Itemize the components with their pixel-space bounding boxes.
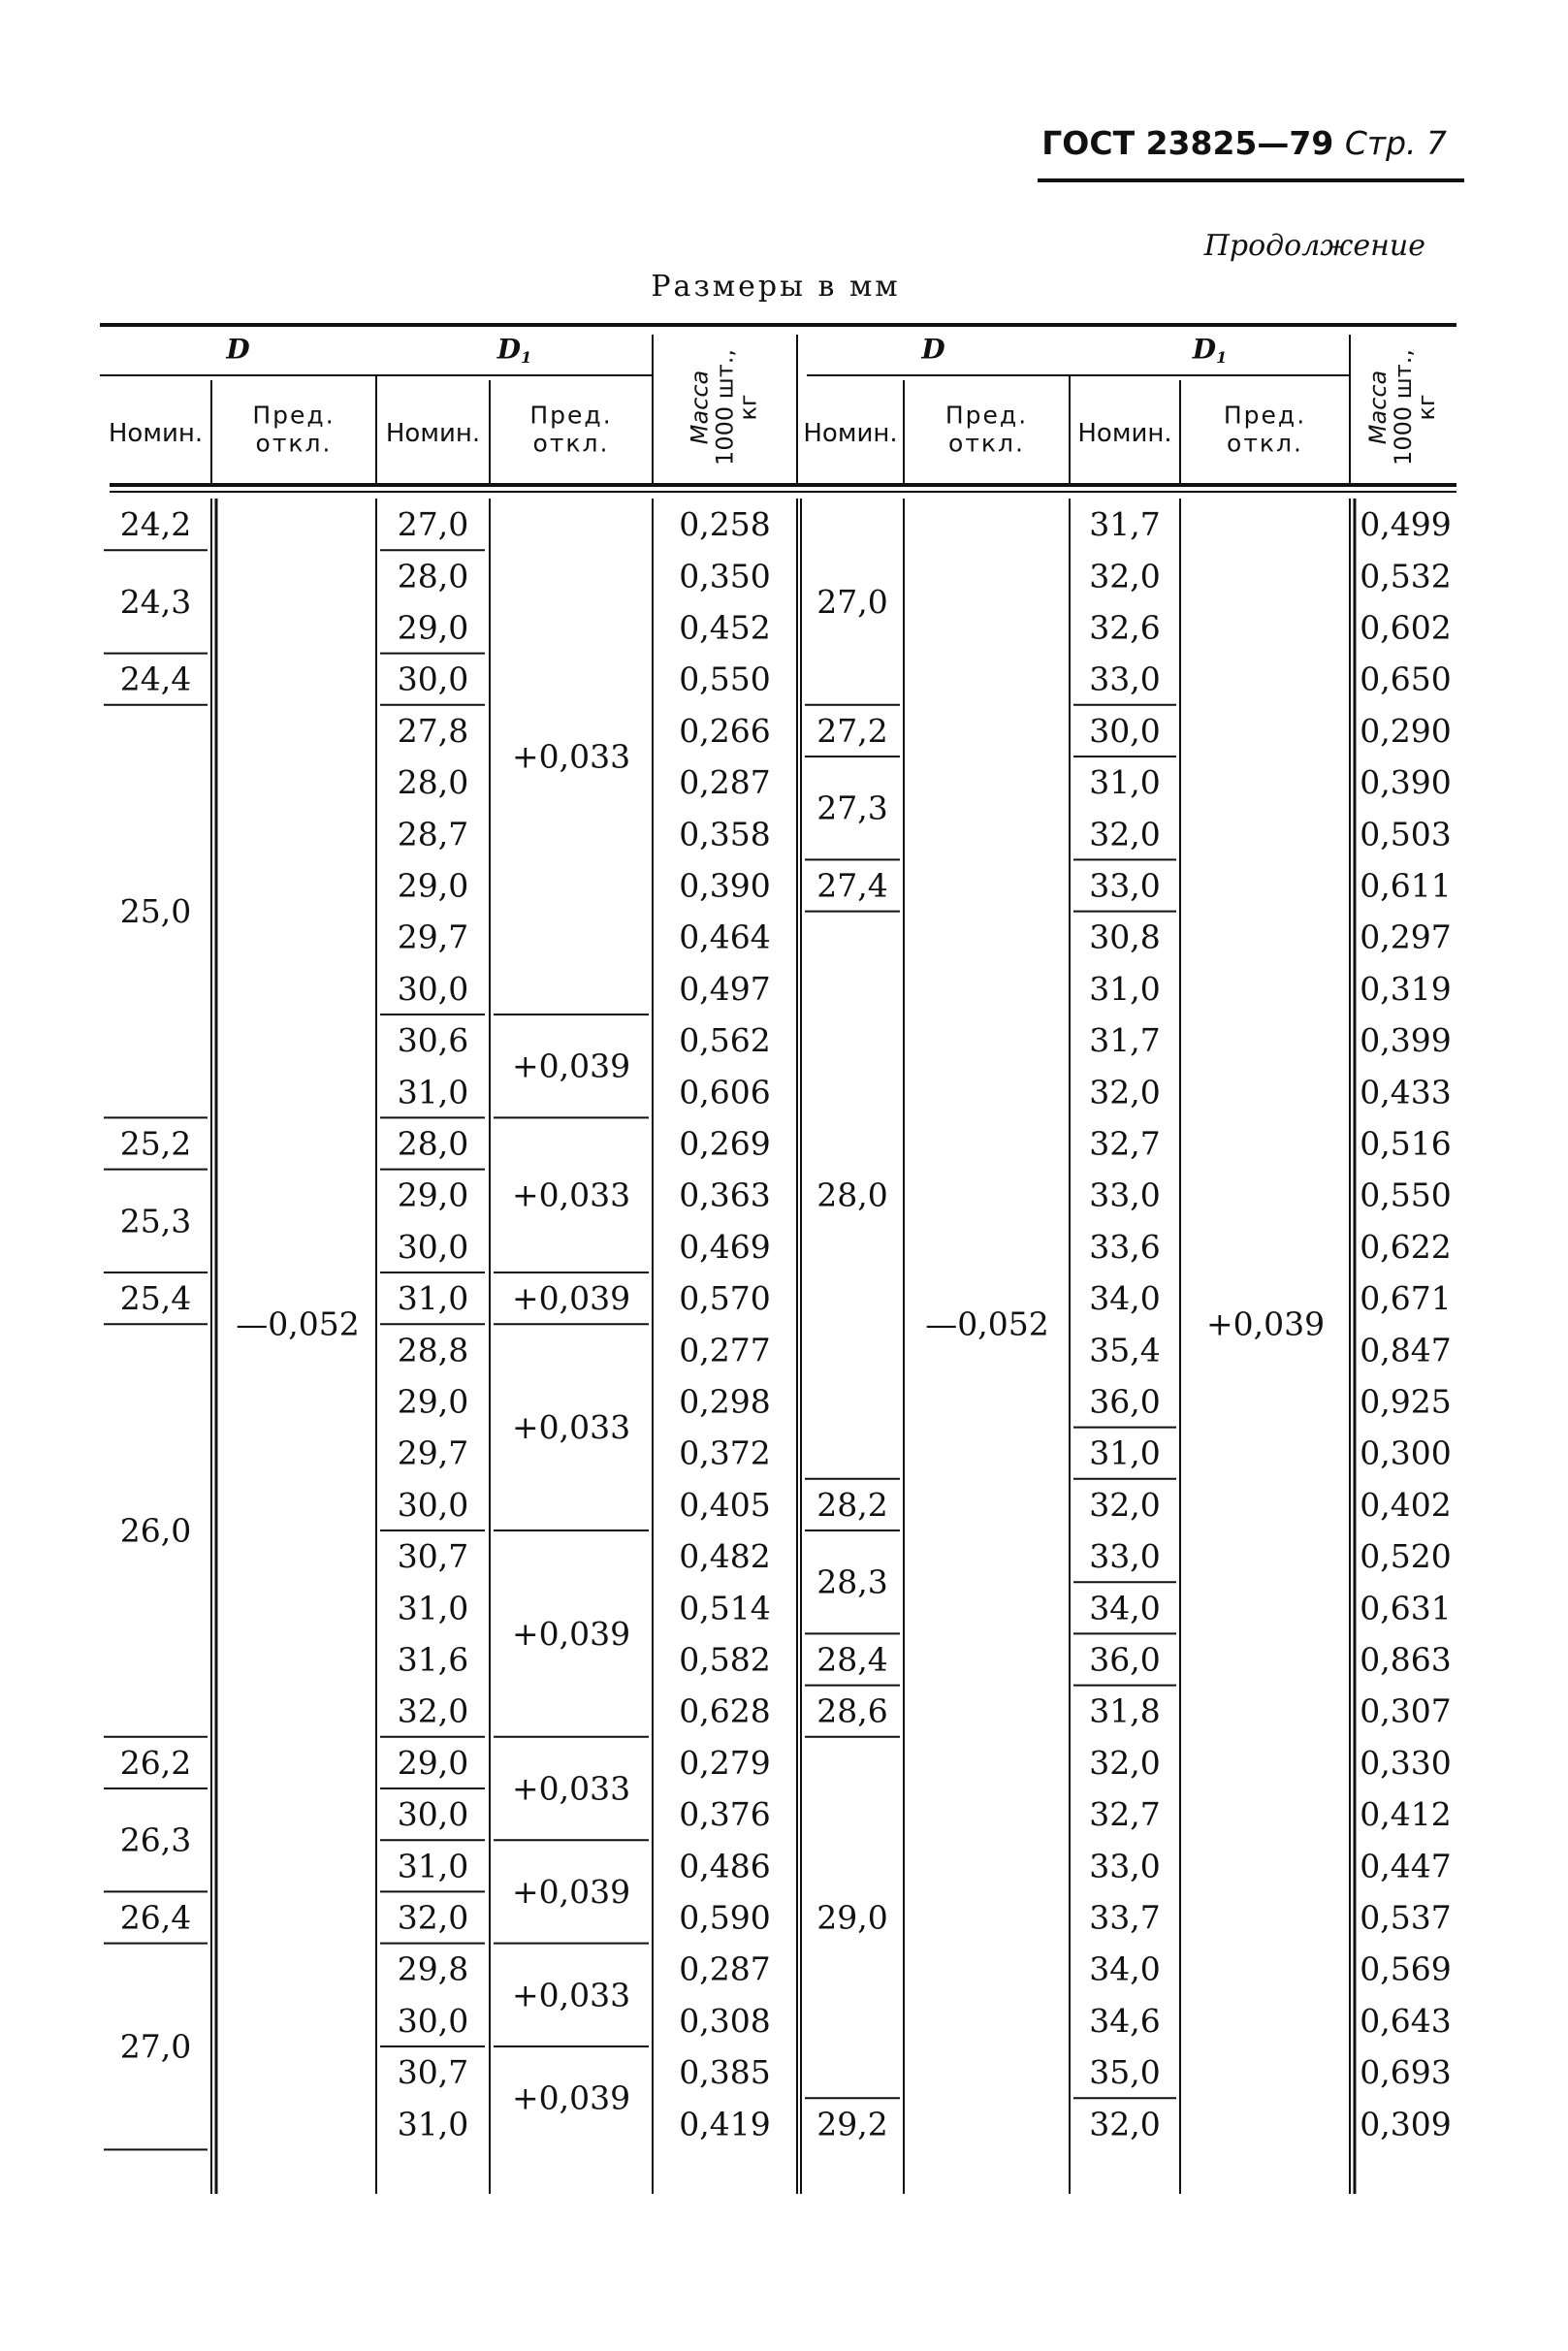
- page-number: Стр. 7: [1344, 124, 1447, 162]
- left-group-d1-subscript: 1: [521, 347, 532, 367]
- right-mass-header: [1364, 349, 1440, 466]
- left-d-nominal-cell: 26,0: [119, 1511, 192, 1550]
- left-d1-nominal-cell: 29,7: [397, 1433, 469, 1472]
- left-d1-nominal-cell: 30,7: [397, 2053, 469, 2092]
- right-d-nominal-cell: 28,4: [816, 1640, 888, 1679]
- right-d1-nominal-cell: 31,7: [1089, 1021, 1161, 1060]
- left-mass-cell: 0,277: [679, 1331, 771, 1369]
- left-d1-deviation-header-line2: откл.: [532, 429, 610, 458]
- left-mass-cell: 0,570: [679, 1279, 771, 1318]
- right-d1-nominal-cell: 33,7: [1089, 1898, 1161, 1937]
- right-d1-nominal-cell: 34,0: [1089, 1589, 1161, 1627]
- right-group-d1-subscript: 1: [1216, 347, 1228, 367]
- left-d1-nominal-cell: 27,8: [397, 711, 469, 750]
- left-d1-nominal-cell: 31,0: [397, 1589, 469, 1627]
- right-d-nominal-cell: 27,4: [816, 866, 888, 905]
- right-d1-nominal-cell: 32,0: [1089, 1073, 1161, 1111]
- left-d-deviation-header-line2: откл.: [255, 429, 333, 458]
- left-d1-nominal-cell: 30,0: [397, 1485, 469, 1524]
- left-d1-deviation-cell: +0,039: [511, 1279, 631, 1318]
- right-d1-deviation-cell: +0,039: [1205, 1304, 1326, 1343]
- left-d-nominal-cell: 24,3: [119, 582, 192, 621]
- left-mass-cell: 0,372: [679, 1433, 771, 1472]
- left-mass-header-line3: кг: [734, 394, 762, 421]
- left-mass-cell: 0,287: [679, 763, 771, 802]
- right-d-nominal-cell: 27,3: [816, 789, 888, 827]
- left-d1-nominal-cell: 30,0: [397, 2001, 469, 2040]
- left-d-nominal-cell: 25,4: [119, 1279, 192, 1318]
- right-mass-cell: 0,330: [1360, 1743, 1452, 1782]
- left-d1-nominal-cell: 29,0: [397, 866, 469, 905]
- left-d1-nominal-cell: 31,0: [397, 1279, 469, 1318]
- right-mass-header-line1: Масса: [1364, 370, 1392, 445]
- right-d1-nominal-cell: 31,0: [1089, 763, 1161, 802]
- units-caption: Размеры в мм: [651, 270, 901, 304]
- left-mass-cell: 0,419: [679, 2105, 771, 2143]
- right-mass-cell: 0,309: [1360, 2105, 1452, 2143]
- left-mass-cell: 0,287: [679, 1949, 771, 1988]
- right-mass-cell: 0,622: [1360, 1227, 1452, 1266]
- left-d1-nominal-cell: 29,7: [397, 918, 469, 956]
- left-d-deviation-cell: —0,052: [236, 1304, 360, 1343]
- right-d-nominal-cell: 28,0: [816, 1176, 888, 1214]
- left-d-nominal-cell: 25,2: [119, 1124, 192, 1163]
- right-mass-cell: 0,537: [1360, 1898, 1452, 1937]
- left-d1-deviation-cell: +0,033: [511, 737, 631, 776]
- left-d1-nominal-cell: 29,0: [397, 608, 469, 647]
- right-d-nominal-cell: 27,0: [816, 582, 888, 621]
- right-d1-nominal-cell: 31,0: [1089, 1433, 1161, 1472]
- left-mass-cell: 0,376: [679, 1795, 771, 1834]
- left-mass-header: [687, 349, 762, 466]
- left-mass-cell: 0,390: [679, 866, 771, 905]
- right-d1-nominal-cell: 36,0: [1089, 1640, 1161, 1679]
- left-d1-nominal-cell: 31,0: [397, 2105, 469, 2143]
- right-mass-cell: 0,433: [1360, 1073, 1452, 1111]
- right-d1-nominal-cell: 34,0: [1089, 1279, 1161, 1318]
- right-d1-nominal-cell: 31,0: [1089, 969, 1161, 1008]
- document-id: ГОСТ 23825—79: [1041, 124, 1334, 162]
- right-d1-nominal-cell: 33,6: [1089, 1227, 1161, 1266]
- left-d1-deviation-cell: +0,033: [511, 1176, 631, 1214]
- left-d-nominal-cell: 25,0: [119, 892, 192, 931]
- right-mass-cell: 0,643: [1360, 2001, 1452, 2040]
- right-d1-nominal-cell: 34,0: [1089, 1949, 1161, 1988]
- right-d-nominal-cell: 29,0: [816, 1898, 888, 1937]
- right-d-deviation-header-line1: Пред.: [944, 401, 1029, 430]
- left-mass-cell: 0,358: [679, 815, 771, 853]
- continuation-label: Продолжение: [1203, 229, 1425, 263]
- left-d1-nominal-cell: 32,0: [397, 1691, 469, 1730]
- left-mass-header-line1: Масса: [686, 370, 714, 445]
- left-d1-nominal-cell: 30,6: [397, 1021, 469, 1060]
- left-mass-cell: 0,562: [679, 1021, 771, 1060]
- left-mass-cell: 0,486: [679, 1847, 771, 1885]
- right-d1-nominal-cell: 34,6: [1089, 2001, 1161, 2040]
- right-mass-cell: 0,847: [1360, 1331, 1452, 1369]
- right-mass-cell: 0,402: [1360, 1485, 1452, 1524]
- right-d1-nominal-cell: 33,0: [1089, 660, 1161, 698]
- right-d1-nominal-cell: 33,0: [1089, 1537, 1161, 1576]
- left-d1-nominal-cell: 29,0: [397, 1176, 469, 1214]
- left-d1-nominal-cell: 30,0: [397, 1227, 469, 1266]
- left-d1-deviation-cell: +0,033: [511, 1976, 631, 2014]
- right-d-nominal-cell: 28,3: [816, 1562, 888, 1601]
- left-d1-nominal-cell: 29,8: [397, 1949, 469, 1988]
- left-mass-cell: 0,385: [679, 2053, 771, 2092]
- right-d-nominal-header: Номин.: [803, 419, 898, 448]
- right-d1-nominal-cell: 32,6: [1089, 608, 1161, 647]
- left-d1-nominal-cell: 30,0: [397, 1795, 469, 1834]
- left-mass-cell: 0,350: [679, 557, 771, 596]
- left-d1-nominal-cell: 28,8: [397, 1331, 469, 1369]
- right-mass-cell: 0,550: [1360, 1176, 1452, 1214]
- right-mass-cell: 0,412: [1360, 1795, 1452, 1834]
- right-d1-nominal-cell: 33,0: [1089, 1176, 1161, 1214]
- right-mass-cell: 0,693: [1360, 2053, 1452, 2092]
- left-mass-cell: 0,550: [679, 660, 771, 698]
- left-mass-cell: 0,363: [679, 1176, 771, 1214]
- right-mass-cell: 0,390: [1360, 763, 1452, 802]
- left-mass-cell: 0,298: [679, 1382, 771, 1421]
- right-d1-nominal-cell: 32,7: [1089, 1795, 1161, 1834]
- left-mass-cell: 0,606: [679, 1073, 771, 1111]
- left-mass-cell: 0,452: [679, 608, 771, 647]
- left-group-d1-label: $D_1$: [496, 333, 532, 367]
- right-d1-nominal-cell: 30,8: [1089, 918, 1161, 956]
- right-d1-nominal-cell: 32,7: [1089, 1124, 1161, 1163]
- left-d-deviation-header-line1: Пред.: [252, 401, 336, 430]
- left-d1-nominal-cell: 28,0: [397, 763, 469, 802]
- left-d1-nominal-cell: 29,0: [397, 1382, 469, 1421]
- right-group-d-label: D: [921, 333, 945, 366]
- left-mass-cell: 0,628: [679, 1691, 771, 1730]
- right-d1-nominal-cell: 31,8: [1089, 1691, 1161, 1730]
- right-mass-cell: 0,297: [1360, 918, 1452, 956]
- right-mass-cell: 0,532: [1360, 557, 1452, 596]
- right-mass-cell: 0,863: [1360, 1640, 1452, 1679]
- right-d1-deviation-header-line1: Пред.: [1223, 401, 1307, 430]
- left-d1-nominal-cell: 28,0: [397, 1124, 469, 1163]
- right-mass-cell: 0,925: [1360, 1382, 1452, 1421]
- left-d1-nominal-cell: 29,0: [397, 1743, 469, 1782]
- right-d1-nominal-cell: 33,0: [1089, 1847, 1161, 1885]
- right-d1-nominal-cell: 35,0: [1089, 2053, 1161, 2092]
- right-d-nominal-cell: 28,6: [816, 1691, 888, 1730]
- left-d1-deviation-cell: +0,033: [511, 1769, 631, 1808]
- left-d1-nominal-cell: 27,0: [397, 505, 469, 544]
- right-d1-nominal-cell: 35,4: [1089, 1331, 1161, 1369]
- left-mass-cell: 0,464: [679, 918, 771, 956]
- left-d1-nominal-cell: 30,7: [397, 1537, 469, 1576]
- right-mass-cell: 0,499: [1360, 505, 1452, 544]
- right-mass-cell: 0,602: [1360, 608, 1452, 647]
- right-d-nominal-cell: 29,2: [816, 2105, 888, 2143]
- right-mass-cell: 0,399: [1360, 1021, 1452, 1060]
- left-group-d-label: D: [226, 333, 250, 366]
- left-d-nominal-cell: 26,2: [119, 1743, 192, 1782]
- right-d1-nominal-cell: 32,0: [1089, 557, 1161, 596]
- left-mass-cell: 0,279: [679, 1743, 771, 1782]
- right-d1-deviation-header-line2: откл.: [1227, 429, 1303, 458]
- right-mass-cell: 0,671: [1360, 1279, 1452, 1318]
- left-d1-deviation-cell: +0,033: [511, 1408, 631, 1447]
- left-d1-deviation-header-line1: Пред.: [529, 401, 613, 430]
- left-mass-cell: 0,269: [679, 1124, 771, 1163]
- left-mass-cell: 0,308: [679, 2001, 771, 2040]
- left-mass-cell: 0,482: [679, 1537, 771, 1576]
- left-d1-deviation-cell: +0,039: [511, 2078, 631, 2117]
- right-mass-cell: 0,503: [1360, 815, 1452, 853]
- left-d1-nominal-cell: 31,6: [397, 1640, 469, 1679]
- right-mass-cell: 0,300: [1360, 1433, 1452, 1472]
- right-mass-cell: 0,611: [1360, 866, 1452, 905]
- right-mass-cell: 0,319: [1360, 969, 1452, 1008]
- left-d1-deviation-cell: +0,039: [511, 1614, 631, 1653]
- left-mass-cell: 0,405: [679, 1485, 771, 1524]
- right-d1-nominal-cell: 32,0: [1089, 815, 1161, 853]
- left-d1-nominal-cell: 28,0: [397, 557, 469, 596]
- left-d-nominal-cell: 26,3: [119, 1820, 192, 1859]
- left-d1-deviation-cell: +0,039: [511, 1047, 631, 1085]
- right-d1-nominal-cell: 30,0: [1089, 711, 1161, 750]
- left-d-nominal-cell: 24,4: [119, 660, 192, 698]
- right-d-deviation-cell: —0,052: [925, 1304, 1049, 1343]
- left-d1-nominal-cell: 30,0: [397, 660, 469, 698]
- right-mass-cell: 0,569: [1360, 1949, 1452, 1988]
- left-d-nominal-cell: 25,3: [119, 1202, 192, 1240]
- right-d-nominal-cell: 28,2: [816, 1485, 888, 1524]
- right-d-deviation-header-line2: откл.: [948, 429, 1025, 458]
- left-d-nominal-cell: 24,2: [119, 505, 192, 544]
- left-mass-cell: 0,582: [679, 1640, 771, 1679]
- right-mass-header-line3: кг: [1413, 394, 1440, 421]
- left-d1-nominal-cell: 28,7: [397, 815, 469, 853]
- right-mass-header-line2: 1000 шт.,: [1390, 349, 1417, 466]
- right-group-d1-label: $D_1$: [1192, 333, 1228, 367]
- left-mass-header-line2: 1000 шт.,: [711, 349, 739, 466]
- right-d1-nominal-cell: 31,7: [1089, 505, 1161, 544]
- left-d1-nominal-cell: 32,0: [397, 1898, 469, 1937]
- left-d1-nominal-cell: 30,0: [397, 969, 469, 1008]
- right-d1-nominal-cell: 32,0: [1089, 2105, 1161, 2143]
- right-d-nominal-cell: 27,2: [816, 711, 888, 750]
- right-mass-cell: 0,447: [1360, 1847, 1452, 1885]
- right-mass-cell: 0,307: [1360, 1691, 1452, 1730]
- left-mass-cell: 0,469: [679, 1227, 771, 1266]
- right-mass-cell: 0,631: [1360, 1589, 1452, 1627]
- left-mass-cell: 0,266: [679, 711, 771, 750]
- right-mass-cell: 0,290: [1360, 711, 1452, 750]
- left-d1-nominal-cell: 31,0: [397, 1073, 469, 1111]
- right-d1-nominal-header: Номин.: [1077, 419, 1172, 448]
- right-d1-nominal-cell: 32,0: [1089, 1743, 1161, 1782]
- left-mass-cell: 0,514: [679, 1589, 771, 1627]
- right-mass-cell: 0,516: [1360, 1124, 1452, 1163]
- left-mass-cell: 0,258: [679, 505, 771, 544]
- left-d-nominal-header: Номин.: [108, 419, 204, 448]
- left-d-nominal-cell: 26,4: [119, 1898, 192, 1937]
- right-mass-cell: 0,650: [1360, 660, 1452, 698]
- left-d1-deviation-cell: +0,039: [511, 1872, 631, 1911]
- right-mass-cell: 0,520: [1360, 1537, 1452, 1576]
- left-mass-cell: 0,497: [679, 969, 771, 1008]
- left-d1-nominal-header: Номин.: [385, 419, 481, 448]
- right-d1-nominal-cell: 33,0: [1089, 866, 1161, 905]
- left-mass-cell: 0,590: [679, 1898, 771, 1937]
- left-d1-nominal-cell: 31,0: [397, 1847, 469, 1885]
- left-d-nominal-cell: 27,0: [119, 2027, 192, 2066]
- right-d1-nominal-cell: 32,0: [1089, 1485, 1161, 1524]
- right-d1-nominal-cell: 36,0: [1089, 1382, 1161, 1421]
